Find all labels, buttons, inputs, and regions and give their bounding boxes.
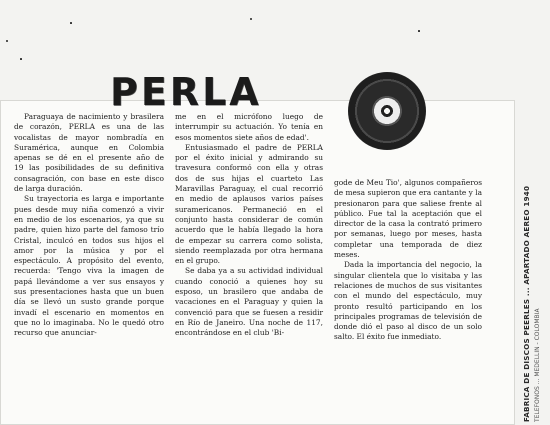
article-paragraph: gode de Meu Tio', algunos compañeros de mesa supieron que era cantante y la presionaron para que saliese frente al público. Fue tal la aceptación que el director de la casa la contrató primero por semanas, luego por meses, hasta completar una temporada de diez meses. (334, 178, 482, 260)
scan-speck (6, 40, 8, 42)
scan-speck (70, 22, 72, 24)
scan-speck (20, 58, 22, 60)
article-paragraph: Entusiasmado el padre de PERLA por el éxito inicial y admirando su travesura conformó con ella y otras dos de sus hijas el cuarteto Las Maravillas Paraguay, el cual recorrió en medio de aplausos varios países suramericanos. Permaneció en el conjunto hasta considerar de común acuerdo que le había llegado la hora de empezar su carrera como solista, siendo reemplazada por otra hermana en el grupo. (175, 142, 323, 266)
article-column-1 (14, 112, 164, 339)
vinyl-record-icon (348, 72, 426, 150)
margin-imprint-secondary: TELEFONOS ... MEDELLIN - COLOMBIA (534, 308, 541, 422)
article-paragraph: Se daba ya a su actividad individual cuando conoció a quienes hoy su esposo, un brasilero que andaba de vacaciones en el Paraguay y quien la convenció para que se fuesen a residir en Río de Janeiro. Una noche de 117, encontrándose en el club 'Bi- (175, 266, 323, 338)
margin-imprint: FABRICA DE DISCOS PEERLES ... APARTADO AEREO 1940 (522, 185, 531, 422)
article-title: PERLA (110, 70, 262, 114)
scan-speck (250, 18, 252, 20)
article-column-3 (334, 178, 482, 343)
article-paragraph: Paraguaya de nacimiento y brasilera de corazón, PERLA es una de las vocalistas de mayor nombradía en Suramérica, aunque en Colombia apenas se dé en el presente año de 19 las posibilidades de su definitiva consagración, con base en este disco de larga duración. (14, 112, 164, 194)
article-paragraph: Su trayectoria es larga e importante pues desde muy niña comenzó a vivir en medio de los escenarios, ya que su padre, quien hizo parte del famoso trío Cristal, inculcó en todos sus hijos el amor por la música y por el espectáculo. A propósito del evento, recuerda: 'Tengo viva la imagen de papá llevándome a ver sus ensayos y sus presentaciones hasta que un buen día se llevó un susto grande porque invadí el escenario en momentos en que no lo imaginaba. No le quedó otro recurso que anunciar- (14, 194, 164, 338)
article-paragraph: Dada la importancia del negocio, la singular clientela que lo visitaba y las relaciones de muchos de sus visitantes con el mundo del espectáculo, muy pronto resultó participando en los principales programas de televisión de donde dió el paso al disco de un solo salto. El éxito fue inmediato. (334, 260, 482, 342)
article-paragraph: me en el micrófono luego de interrumpir su actuación. Yo tenía en esos momentos siete años de edad'. (175, 112, 323, 142)
scan-speck (418, 30, 420, 32)
article-column-2 (175, 112, 323, 339)
